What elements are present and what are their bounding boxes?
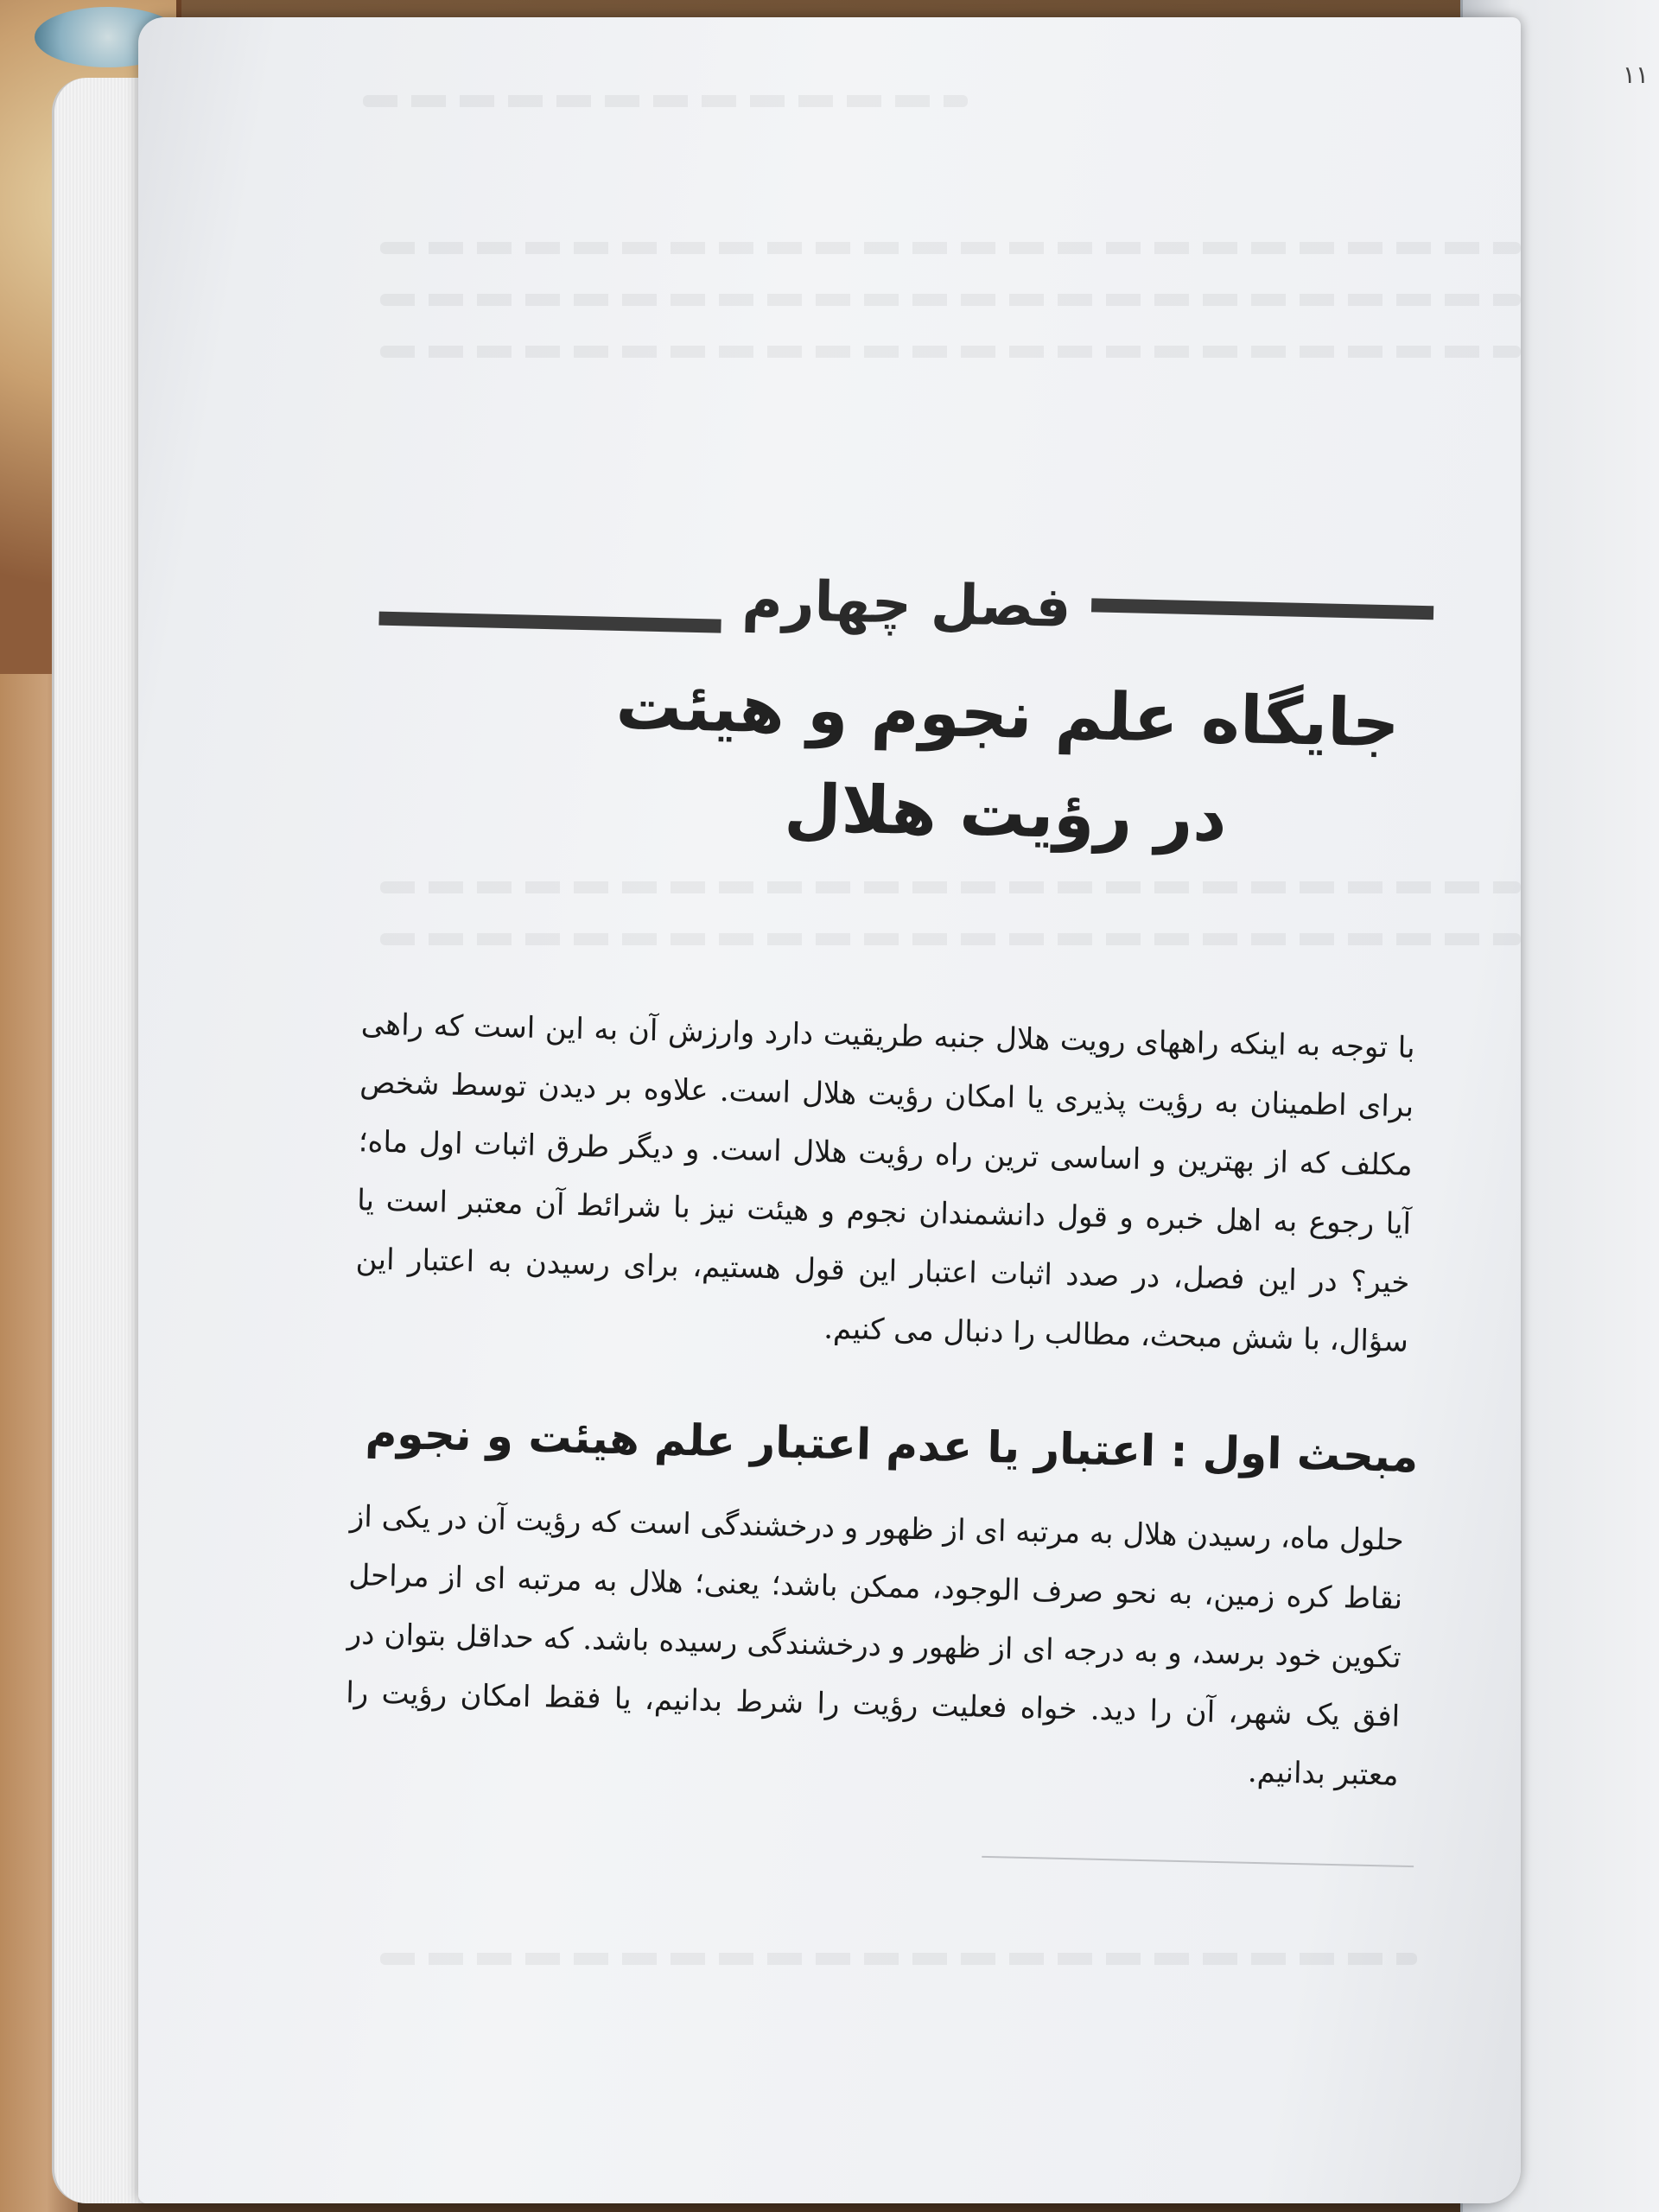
bleed-through-text: [380, 294, 1521, 306]
chapter-label: فصل چهارم: [741, 569, 1072, 640]
bleed-through-text: [380, 1953, 1417, 1965]
intro-paragraph: با توجه به اینکه راههای رویت هلال جنبه طریقیت دارد وارزش آن به این است که راهی برای اطمینان به رؤیت پذیری یا امکان رؤیت هلال است. علاوه بر دیدن توسط شخص مکلف که از بهترین و اساسی ترین راه رؤیت هلال است. و دیگر طرق اثبات اول ماه؛ آیا رجوع به اهل خبره و قول دانشمندان نجوم و هیئت نیز با شرائط آن معتبر است یا خیر؟ در این فصل، در صدد اثبات اعتبار این قول هستیم، برای رسیدن به اعتبار این سؤال، با شش مبحث، مطالب را دنبال می کنیم.: [355, 1007, 1416, 1359]
chapter-rule-right: [1091, 598, 1433, 620]
page-content: [230, 556, 1442, 1867]
bleed-through-text: [363, 95, 968, 107]
section-body: حلول ماه، رسیدن هلال به مرتبه ای از ظهور و درخشندگی است که رؤیت آن در یکی از نقاط کره زمین، به نحو صرف الوجود، ممکن باشد؛ یعنی؛ هلال به مرتبه ای از مراحل تکوین خود برسد، و به درجه ای از ظهور و درخشندگی رسیده باشد. که حداقل بتوان در افق یک شهر، آن را دید. خواه فعلیت رؤیت را شرط بدانیم، یا فقط امکان رؤیت را معتبر بدانیم.: [345, 1499, 1405, 1793]
adjacent-page-number: ۱۱: [1622, 60, 1649, 89]
chapter-title: جایگاه علم نجوم و هیئت در رؤیت هلال: [614, 666, 1401, 856]
section-heading: مبحث اول : اعتبار یا عدم اعتبار علم هیئت و نجوم: [365, 1408, 1419, 1483]
bleed-through-text: [380, 242, 1521, 254]
bleed-through-text: [380, 346, 1521, 358]
chapter-rule-left: [378, 612, 721, 633]
